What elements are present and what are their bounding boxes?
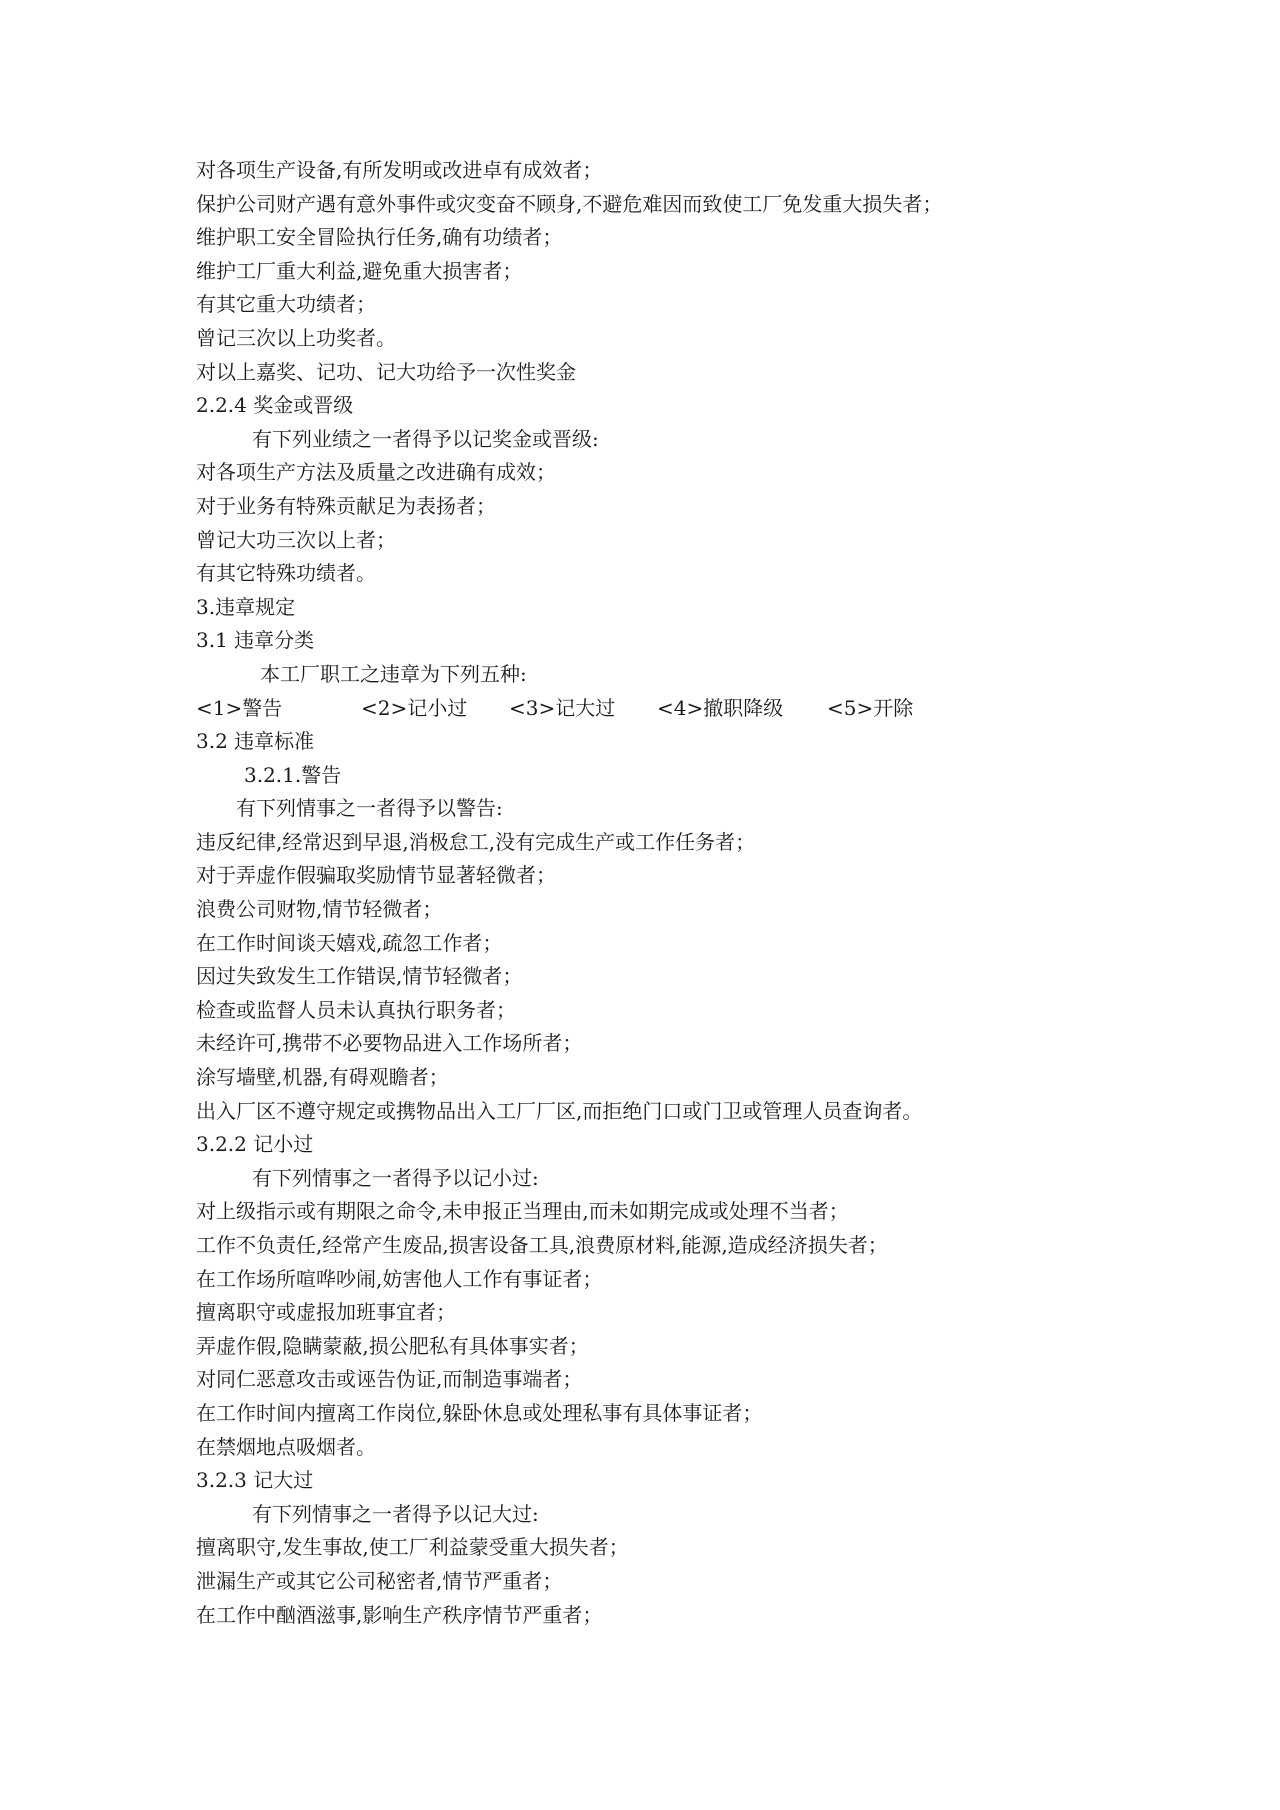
violation-type: <3>记大过: [509, 695, 616, 720]
section-heading-3-2-1: 3.2.1.警告: [244, 762, 342, 787]
section-heading-3: 3.违章规定: [196, 594, 296, 619]
section-heading-3-2-3: 3.2.3 记大过: [196, 1468, 314, 1493]
violation-type: <2>记小过: [361, 695, 468, 720]
text-line: 维护职工安全冒险执行任务,确有功绩者；: [196, 225, 563, 250]
list-item: 浪费公司财物,情节轻微者；: [196, 897, 443, 922]
text-line: 维护工厂重大利益,避免重大损害者；: [196, 258, 523, 283]
violation-types-row: [196, 692, 1216, 726]
list-item: 涂写墙壁,机器,有碍观瞻者；: [196, 1065, 449, 1090]
list-item: 违反纪律,经常迟到早退,消极怠工,没有完成生产或工作任务者；: [196, 829, 756, 854]
list-item: 泄漏生产或其它公司秘密者,情节严重者；: [196, 1568, 563, 1593]
document-body: [196, 154, 1216, 1632]
text-line: 曾记三次以上功奖者。: [196, 325, 396, 350]
list-item: 弄虚作假,隐瞒蒙蔽,损公肥私有具体事实者；: [196, 1333, 589, 1358]
section-intro: 有下列情事之一者得予以记大过:: [252, 1501, 539, 1526]
list-item: 在工作中酗酒滋事,影响生产秩序情节严重者；: [196, 1602, 603, 1627]
list-item: 工作不负责任,经常产生废品,损害设备工具,浪费原材料,能源,造成经济损失者；: [196, 1233, 888, 1257]
list-item: 在工作时间谈天嬉戏,疏忽工作者；: [196, 930, 503, 955]
section-heading-3-2-2: 3.2.2 记小过: [196, 1132, 314, 1157]
list-item: 在工作时间内擅离工作岗位,躲卧休息或处理私事有具体事证者；: [196, 1400, 763, 1425]
section-intro: 有下列情事之一者得予以记小过:: [252, 1165, 539, 1190]
list-item: 擅离职守或虚报加班事宜者；: [196, 1300, 456, 1325]
text-line: 保护公司财产遇有意外事件或灾变奋不顾身,不避危难因而致使工厂免发重大损失者；: [196, 191, 943, 216]
list-item: 有其它特殊功绩者。: [196, 561, 376, 586]
section-heading-2-2-4: 2.2.4 奖金或晋级: [196, 393, 354, 418]
list-item: 未经许可,携带不必要物品进入工作场所者；: [196, 1031, 583, 1056]
list-item: 对同仁恶意攻击或诬告伪证,而制造事端者；: [196, 1367, 583, 1392]
list-item: 出入厂区不遵守规定或携物品出入工厂厂区,而拒绝门口或门卫或管理人员查询者。: [196, 1098, 923, 1123]
section-heading-3-2: 3.2 违章标准: [196, 729, 315, 754]
list-item: 检查或监督人员未认真执行职务者；: [196, 997, 516, 1022]
list-item: 在工作场所喧哗吵闹,妨害他人工作有事证者；: [196, 1266, 603, 1291]
list-item: 对于业务有特殊贡献足为表扬者；: [196, 493, 496, 518]
list-item: 对上级指示或有期限之命令,未申报正当理由,而未如期完成或处理不当者；: [196, 1199, 849, 1224]
violation-type: <1>警告: [196, 695, 283, 720]
list-item: 对于弄虚作假骗取奖励情节显著轻微者；: [196, 863, 556, 888]
text-line: 对各项生产设备,有所发明或改进卓有成效者；: [196, 158, 603, 182]
violation-type: <4>撤职降级: [657, 695, 784, 720]
section-intro: 有下列业绩之一者得予以记奖金或晋级:: [252, 426, 599, 451]
text-line: 对以上嘉奖、记功、记大功给予一次性奖金: [196, 359, 576, 384]
section-heading-3-1: 3.1 违章分类: [196, 628, 315, 653]
list-item: 因过失致发生工作错误,情节轻微者；: [196, 964, 523, 989]
list-item: 擅离职守,发生事故,使工厂利益蒙受重大损失者；: [196, 1535, 629, 1560]
list-item: 曾记大功三次以上者；: [196, 527, 396, 552]
text-line: 有其它重大功绩者；: [196, 292, 376, 317]
section-intro: 本工厂职工之违章为下列五种:: [260, 661, 527, 686]
list-item: 对各项生产方法及质量之改进确有成效；: [196, 460, 556, 485]
section-intro: 有下列情事之一者得予以警告:: [236, 796, 503, 821]
list-item: 在禁烟地点吸烟者。: [196, 1434, 376, 1459]
violation-type: <5>开除: [827, 695, 914, 720]
